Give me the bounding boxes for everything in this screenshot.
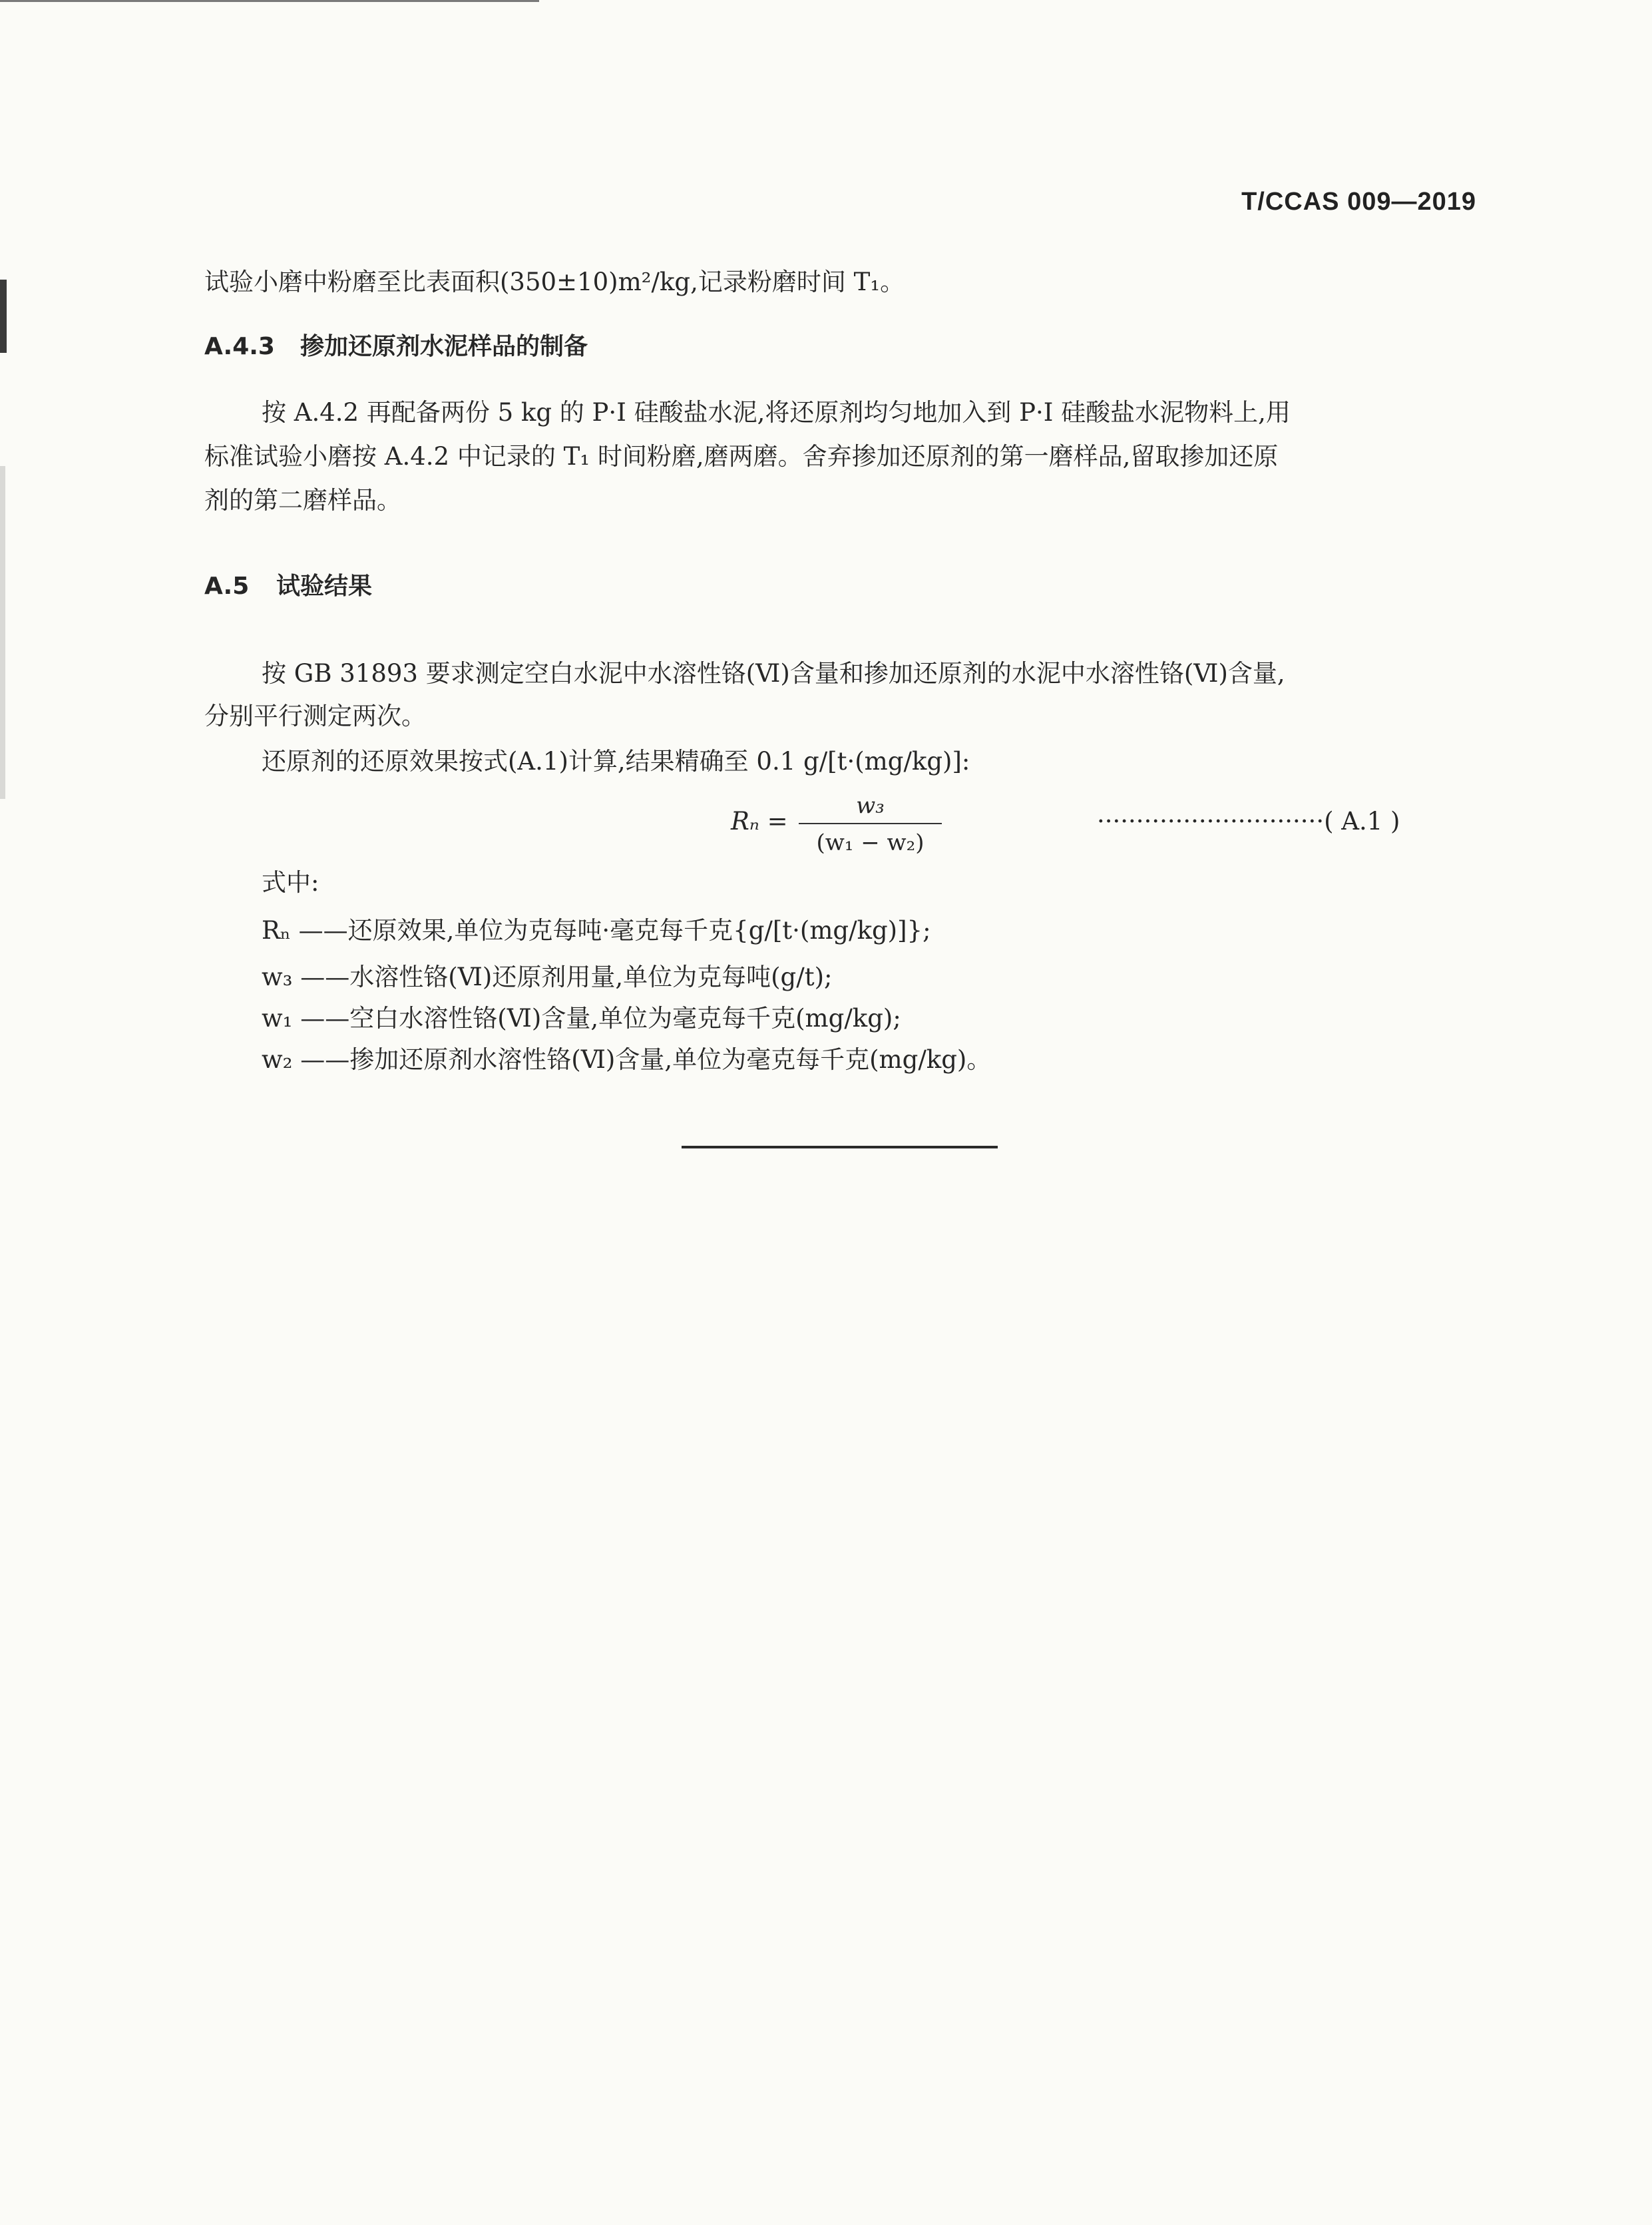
formula-lhs-text: Rₙ = [731,807,788,836]
a43-paragraph-line-2: 标准试验小磨按 A.4.2 中记录的 T₁ 时间粉磨,磨两磨。舍弃掺加还原剂的第一磨样品,留取掺加还原 [204,442,1279,471]
formula-denominator: (w₁ − w₂) [816,830,925,856]
continuation-line: 试验小磨中粉磨至比表面积(350±10)m²/kg,记录粉磨时间 T₁。 [204,268,905,296]
formula-lhs [731,807,788,836]
section-a5-heading [204,567,372,601]
section-a43-title: 掺加还原剂水泥样品的制备 [300,333,588,360]
fraction-bar [799,823,942,824]
variable-definition-w1: w₁ ——空白水溶性铬(Ⅵ)含量,单位为毫克每千克(mg/kg); [262,1004,901,1033]
formula-numerator: w₃ [856,792,885,819]
section-a5-title: 试验结果 [276,573,373,600]
section-a43-heading [204,328,588,362]
variable-definition-rn: Rₙ ——还原效果,单位为克每吨·毫克每千克{g/[t·(mg/kg)]}; [262,916,931,945]
where-label: 式中: [262,868,319,897]
standard-code: T/CCAS 009—2019 [1241,188,1476,216]
formula-number: ·····························( A.1 ) [1097,807,1400,836]
a43-paragraph-line-1: 按 A.4.2 再配备两份 5 kg 的 P·I 硅酸盐水泥,将还原剂均匀地加入到 P·I 硅酸盐水泥物料上,用 [262,398,1291,427]
section-a5-number: A.5 [204,573,250,600]
scan-border-top [0,0,539,2]
a5-paragraph-2: 还原剂的还原效果按式(A.1)计算,结果精确至 0.1 g/[t·(mg/kg)]: [262,747,970,776]
scan-binding-mark [0,280,7,353]
variable-definition-w2: w₂ ——掺加还原剂水溶性铬(Ⅵ)含量,单位为毫克每千克(mg/kg)。 [262,1045,992,1074]
a5-paragraph-1-line-1: 按 GB 31893 要求测定空白水泥中水溶性铬(Ⅵ)含量和掺加还原剂的水泥中水溶性铬(Ⅵ)含量, [262,659,1285,688]
a43-paragraph-line-3: 剂的第二磨样品。 [204,486,401,515]
formula-fraction [799,790,942,859]
scan-binding-shadow [0,466,5,799]
end-of-document-rule [682,1146,998,1148]
a5-paragraph-1-line-2: 分别平行测定两次。 [204,702,426,730]
section-a43-number: A.4.3 [204,333,275,360]
variable-definition-w3: w₃ ——水溶性铬(Ⅵ)还原剂用量,单位为克每吨(g/t); [262,963,833,991]
